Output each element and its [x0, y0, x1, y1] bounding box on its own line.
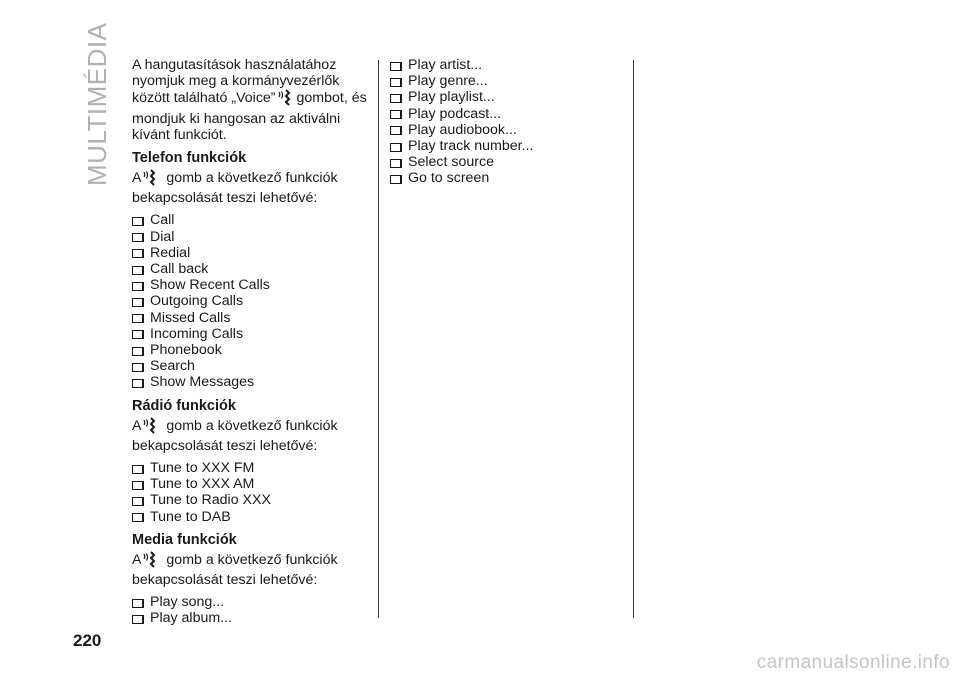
checkbox-bullet-icon	[132, 249, 144, 258]
command-label: Select source	[408, 154, 494, 171]
command-label: Show Recent Calls	[150, 277, 270, 294]
command-label: Play artist...	[408, 57, 483, 73]
list-item	[132, 342, 372, 358]
list-item	[132, 261, 372, 277]
desc-prefix: A	[132, 170, 142, 187]
voice-command-icon	[278, 89, 295, 110]
checkbox-bullet-icon	[390, 126, 402, 135]
checkbox-bullet-icon	[390, 94, 402, 103]
command-label: Incoming Calls	[150, 325, 244, 342]
list-item	[132, 277, 372, 293]
list-item	[132, 476, 372, 492]
intro-paragraph	[132, 57, 372, 143]
list-item	[132, 293, 372, 309]
checkbox-bullet-icon	[390, 143, 402, 152]
command-label: Play audiobook...	[408, 121, 517, 138]
voice-command-icon	[143, 551, 160, 572]
desc-prefix: A	[132, 417, 142, 434]
checkbox-bullet-icon	[132, 481, 144, 490]
command-label: Dial	[150, 228, 175, 245]
checkbox-bullet-icon	[132, 347, 144, 356]
command-label: Tune to Radio XXX	[150, 492, 271, 509]
checkbox-bullet-icon	[390, 110, 402, 119]
list-item	[390, 57, 630, 73]
command-label: Play podcast...	[408, 105, 502, 122]
list-item	[132, 245, 372, 261]
command-label: Go to screen	[408, 170, 490, 187]
checkbox-bullet-icon	[132, 599, 144, 608]
intro-text-1: A hangutasítások használatához nyomjuk meg a kormányvezérlők között található „Voice”	[132, 57, 340, 107]
list-item	[132, 594, 372, 610]
command-label: Play genre...	[408, 73, 488, 90]
desc-suffix: gomb a következő funkciók bekapcsolását teszi lehetővé:	[132, 170, 338, 207]
list-item	[390, 122, 630, 138]
checkbox-bullet-icon	[390, 78, 402, 87]
voice-command-icon	[143, 417, 160, 438]
checkbox-bullet-icon	[132, 217, 144, 226]
command-label: Call	[150, 212, 175, 229]
checkbox-bullet-icon	[390, 175, 402, 184]
radio-heading: Rádió funkciók	[132, 397, 236, 414]
checkbox-bullet-icon	[132, 497, 144, 506]
watermark: carmanualsonline.info	[756, 652, 950, 673]
checkbox-bullet-icon	[132, 363, 144, 372]
list-item	[132, 212, 372, 228]
list-item	[390, 73, 630, 89]
checkbox-bullet-icon	[132, 282, 144, 291]
command-label: Play playlist...	[408, 89, 495, 106]
checkbox-bullet-icon	[132, 266, 144, 275]
list-item	[390, 170, 630, 186]
media-heading: Media funkciók	[132, 531, 237, 548]
checkbox-bullet-icon	[132, 513, 144, 522]
command-label: Search	[150, 358, 195, 375]
checkbox-bullet-icon	[132, 379, 144, 388]
command-label: Play song...	[150, 594, 225, 611]
command-label: Play track number...	[408, 138, 534, 155]
command-label: Redial	[150, 244, 191, 261]
phone-description	[132, 169, 372, 206]
checkbox-bullet-icon	[132, 330, 144, 339]
command-label: Tune to XXX FM	[150, 460, 255, 477]
command-label: Outgoing Calls	[150, 293, 244, 310]
list-item	[132, 610, 372, 626]
list-item	[390, 89, 630, 105]
checkbox-bullet-icon	[390, 62, 402, 71]
list-item	[132, 310, 372, 326]
list-item	[132, 326, 372, 342]
voice-command-icon	[143, 169, 160, 190]
column-left	[132, 57, 372, 633]
phone-command-list	[132, 212, 372, 390]
column-right	[390, 57, 630, 193]
checkbox-bullet-icon	[390, 159, 402, 168]
list-item	[132, 492, 372, 508]
desc-prefix: A	[132, 551, 142, 568]
command-label: Phonebook	[150, 342, 222, 359]
section-title: MULTIMÉDIA	[82, 22, 112, 186]
checkbox-bullet-icon	[132, 233, 144, 242]
list-item	[390, 138, 630, 154]
radio-description	[132, 417, 372, 454]
command-label: Tune to XXX AM	[150, 476, 255, 493]
radio-command-list	[132, 460, 372, 525]
column-divider	[378, 60, 379, 618]
list-item	[132, 460, 372, 476]
media-command-list-continued	[390, 57, 630, 187]
command-label: Play album...	[150, 610, 233, 627]
list-item	[132, 374, 372, 390]
column-divider	[633, 60, 634, 618]
checkbox-bullet-icon	[132, 615, 144, 624]
list-item	[132, 229, 372, 245]
list-item	[390, 106, 630, 122]
desc-suffix: gomb a következő funkciók bekapcsolását teszi lehetővé:	[132, 551, 338, 589]
list-item	[390, 154, 630, 170]
command-label: Missed Calls	[150, 309, 231, 326]
checkbox-bullet-icon	[132, 314, 144, 323]
list-item	[132, 509, 372, 525]
intro-text-2: gombot, és mondjuk ki hangosan az aktiválni kívánt funkciót.	[132, 90, 367, 143]
command-label: Tune to DAB	[150, 508, 231, 525]
command-label: Call back	[150, 261, 209, 278]
page-number: 220	[73, 631, 102, 650]
media-command-list	[132, 594, 372, 626]
desc-suffix: gomb a következő funkciók bekapcsolását teszi lehetővé:	[132, 417, 338, 454]
checkbox-bullet-icon	[132, 465, 144, 474]
checkbox-bullet-icon	[132, 298, 144, 307]
media-description	[132, 551, 372, 588]
command-label: Show Messages	[150, 374, 255, 391]
list-item	[132, 358, 372, 374]
phone-heading: Telefon funkciók	[132, 150, 247, 167]
